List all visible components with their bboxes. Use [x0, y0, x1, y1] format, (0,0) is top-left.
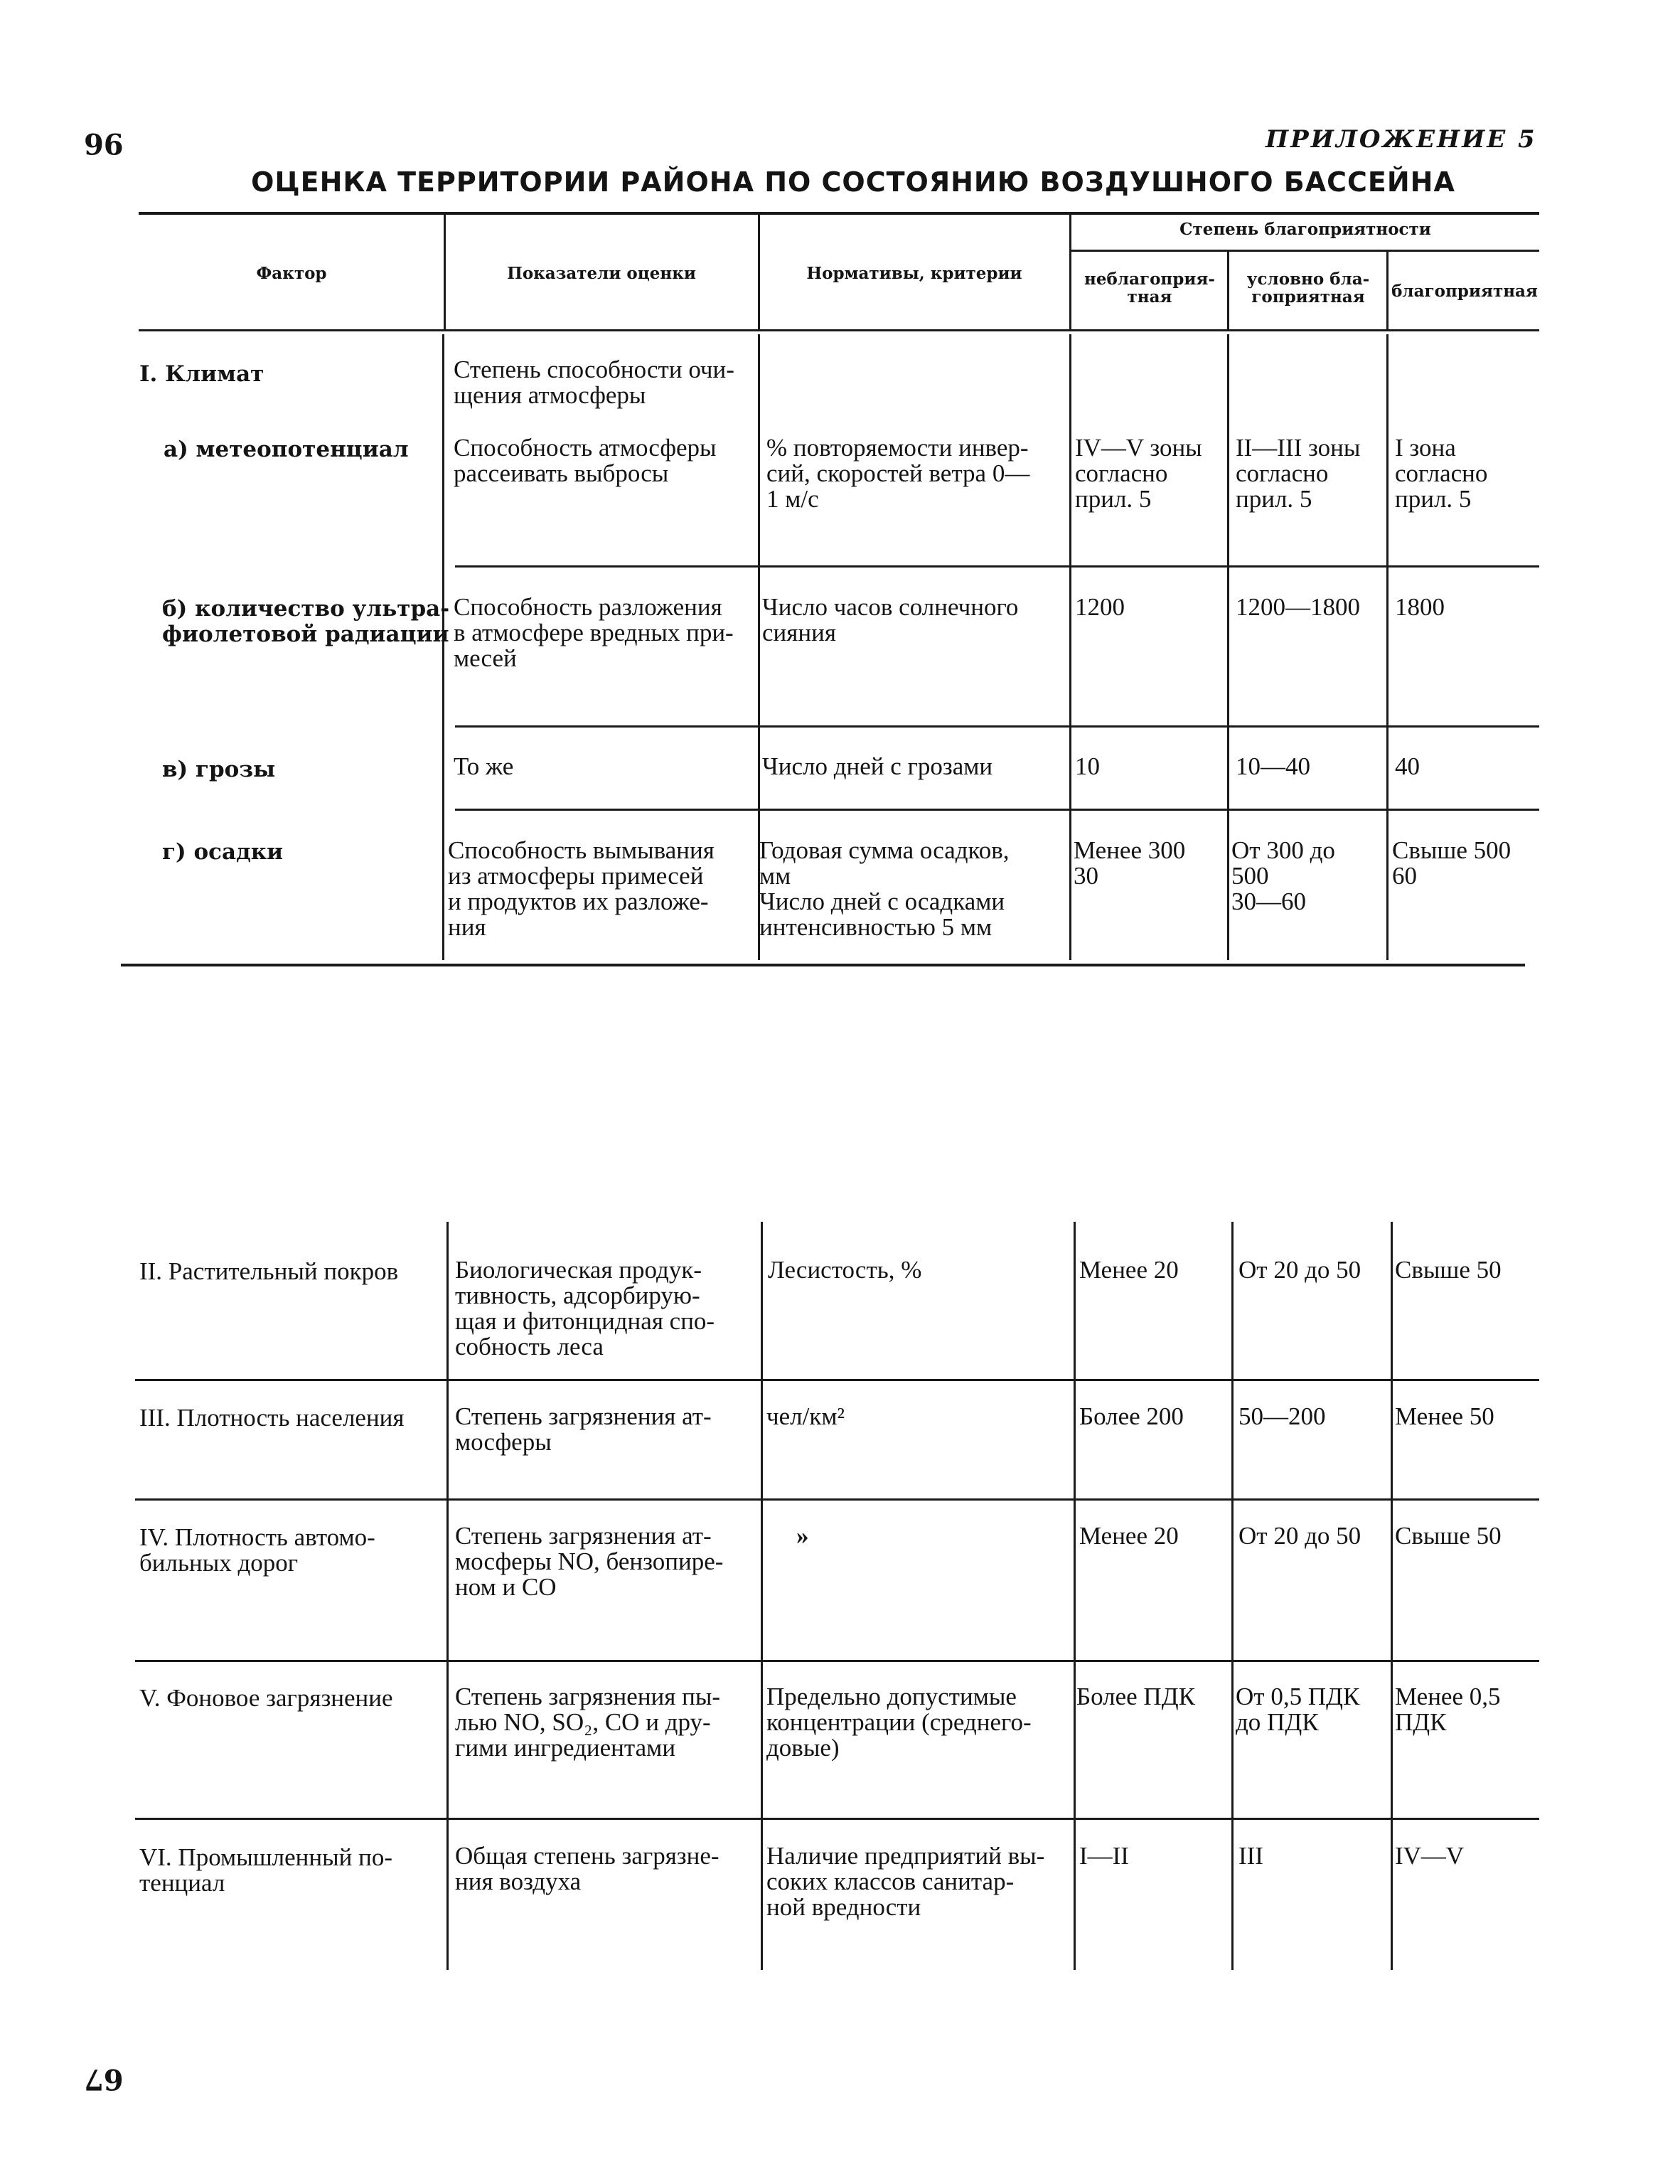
row-rule — [455, 809, 1539, 811]
factor-cell: II. Растительный покров — [139, 1257, 399, 1285]
row-rule — [135, 1498, 1539, 1501]
conditional-cell: 1200—1800 — [1236, 593, 1360, 621]
header-unfavorable: неблагоприя- тная — [1084, 270, 1215, 307]
norm-cell: Число часов солнечного сияния — [762, 593, 1019, 646]
factor-cell: V. Фоновое загрязнение — [139, 1684, 393, 1712]
col-divider — [761, 1222, 763, 1970]
col-divider — [1391, 1222, 1393, 1970]
col-divider — [1069, 334, 1071, 960]
conditional-cell: От 0,5 ПДК до ПДК — [1236, 1683, 1360, 1736]
conditional-cell: От 20 до 50 — [1238, 1522, 1361, 1550]
col-divider — [1227, 334, 1229, 960]
factor-cell: I. Климат — [139, 361, 264, 387]
factor-cell: VI. Промышленный по- тенциал — [139, 1843, 392, 1897]
conditional-cell: От 20 до 50 — [1238, 1256, 1361, 1284]
indicator-cell: То же — [454, 752, 514, 780]
header-conditional: условно бла- гоприятная — [1246, 270, 1370, 307]
conditional-cell: 10—40 — [1236, 752, 1310, 780]
page-title: ОЦЕНКА ТЕРРИТОРИИ РАЙОНА ПО СОСТОЯНИЮ ВОЗДУШНОГО БАССЕЙНА — [251, 166, 1455, 198]
header-indicators: Показатели оценки — [507, 264, 696, 283]
norm-cell: Годовая сумма осадков, мм Число дней с осадками интенсивностью 5 мм — [759, 836, 1010, 941]
norm-cell: чел/км² — [766, 1402, 845, 1430]
norm-cell: Число дней с грозами — [762, 752, 993, 780]
factor-cell: г) осадки — [162, 839, 284, 865]
unfavorable-cell: Менее 20 — [1079, 1256, 1179, 1284]
favorable-cell: Свыше 50 — [1395, 1256, 1502, 1284]
factor-cell: в) грозы — [162, 757, 276, 782]
indicator-cell: Степень загрязнения ат- мосферы — [455, 1402, 712, 1456]
col-divider — [446, 1222, 449, 1970]
col-divider — [442, 334, 444, 960]
factor-cell: б) количество ультра- фиолетовой радиации — [162, 596, 450, 647]
unfavorable-cell: Более 200 — [1079, 1402, 1184, 1430]
col-divider — [1386, 250, 1389, 331]
norm-cell: % повторяемости инвер- сий, скоростей ветра 0— 1 м/с — [766, 434, 1030, 513]
col-divider — [1227, 250, 1229, 331]
conditional-cell: От 300 до 500 30—60 — [1231, 836, 1335, 915]
col-divider — [444, 213, 446, 331]
factor-cell: IV. Плотность автомо- бильных дорог — [139, 1523, 375, 1577]
indicator-cell: Степень загрязнения пы- лью NO, SO₂, CO и дру- гими ингредиентами — [455, 1683, 721, 1762]
favorable-cell: IV—V — [1395, 1842, 1465, 1870]
norm-cell: Предельно допустимые концентрации (среднего- довые) — [766, 1683, 1032, 1762]
row-rule — [135, 1818, 1539, 1820]
indicator-cell: Способность разложения в атмосфере вредных при- месей — [454, 593, 734, 672]
indicator-cell: Способность вымывания из атмосферы примесей и продуктов их разложе- ния — [448, 836, 715, 941]
favorable-cell: Свыше 500 60 — [1392, 836, 1512, 890]
norm-cell: Наличие предприятий вы- соких классов санитар- ной вредности — [766, 1842, 1045, 1921]
header-norms: Нормативы, критерии — [806, 264, 1022, 283]
conditional-cell: II—III зоны согласно прил. 5 — [1236, 434, 1361, 513]
favorable-cell: Менее 0,5 ПДК — [1395, 1683, 1501, 1736]
row-rule — [135, 1379, 1539, 1381]
header-favorable: благоприятная — [1391, 282, 1538, 301]
unfavorable-cell: IV—V зоны согласно прил. 5 — [1075, 434, 1202, 513]
conditional-cell: 50—200 — [1238, 1402, 1326, 1430]
unfavorable-cell: Менее 300 30 — [1074, 836, 1186, 890]
indicator-cell: Общая степень загрязне- ния воздуха — [455, 1842, 719, 1895]
favorable-cell: Менее 50 — [1395, 1402, 1494, 1430]
favorable-cell: Свыше 50 — [1395, 1522, 1502, 1550]
indicator-cell: Биологическая продук- тивность, адсорбирую- щая и фитонцидная спо- собность леса — [455, 1256, 715, 1360]
factor-cell: а) метеопотенциал — [164, 437, 409, 462]
factor-cell: III. Плотность населения — [139, 1404, 405, 1432]
favorable-cell: 1800 — [1395, 593, 1445, 621]
col-divider — [1231, 1222, 1234, 1970]
appendix-label: ПРИЛОЖЕНИЕ 5 — [1266, 125, 1537, 154]
col-divider — [1069, 213, 1071, 331]
favorable-cell: 40 — [1395, 752, 1420, 780]
favorable-cell: I зона согласно прил. 5 — [1395, 434, 1488, 513]
table-top-rule — [139, 212, 1539, 215]
header-factor: Фактор — [256, 264, 327, 283]
col-divider — [1386, 334, 1389, 960]
unfavorable-cell: I—II — [1079, 1842, 1129, 1870]
header-degree: Степень благоприятности — [1179, 220, 1431, 239]
row-rule — [455, 725, 1539, 728]
degree-header-rule — [1070, 250, 1539, 252]
unfavorable-cell: Менее 20 — [1079, 1522, 1179, 1550]
table-bottom-rule — [121, 964, 1525, 966]
unfavorable-cell: 10 — [1075, 752, 1100, 780]
col-divider — [758, 213, 760, 331]
norm-cell: Лесистость, % — [768, 1256, 922, 1284]
unfavorable-cell: 1200 — [1075, 593, 1125, 621]
unfavorable-cell: Более ПДК — [1076, 1683, 1195, 1710]
row-rule — [135, 1660, 1539, 1662]
row-rule — [455, 565, 1539, 568]
norm-cell-ditto: » — [796, 1522, 809, 1550]
header-bottom-rule — [139, 329, 1539, 331]
indicator-cell: Степень загрязнения ат- мосферы NO, бензопире- ном и CO — [455, 1522, 724, 1601]
page-number: 96 — [84, 127, 124, 160]
indicator-cell: Степень способности очи- щения атмосферы — [454, 356, 734, 409]
conditional-cell: III — [1238, 1842, 1263, 1870]
page-number-bottom: 67 — [84, 2062, 124, 2096]
col-divider — [1074, 1222, 1076, 1970]
indicator-cell: Способность атмосферы рассеивать выбросы — [454, 434, 717, 487]
